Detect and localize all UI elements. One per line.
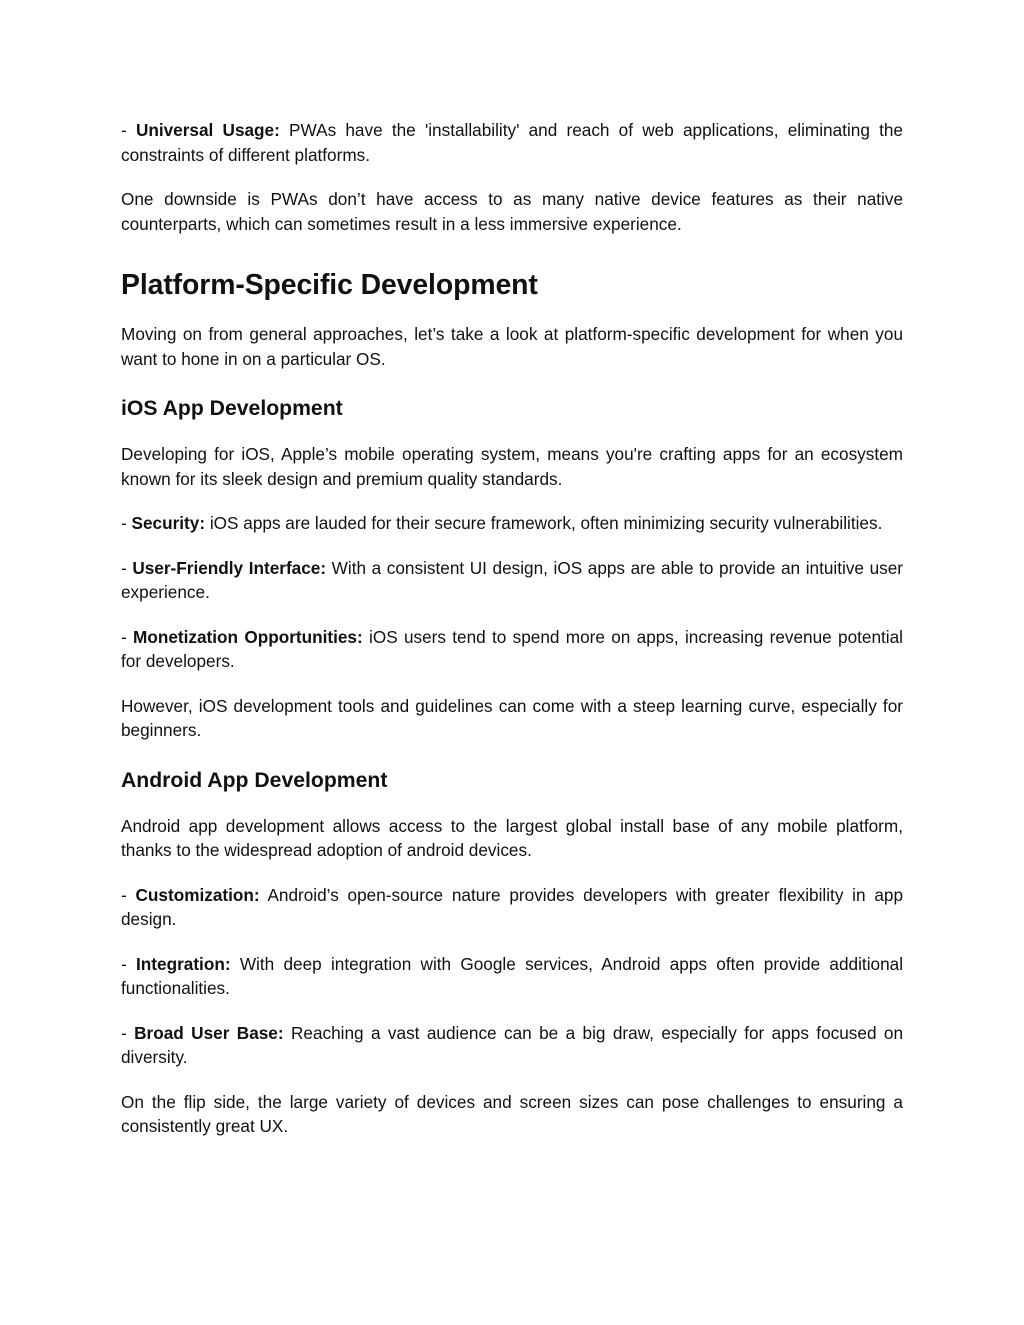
android-user-base-text: Reaching a vast audience can be a big draw, especially for apps focused on diversity. <box>121 1022 904 1067</box>
bullet-dash: - <box>121 513 132 533</box>
ios-intro: Developing for iOS, Apple’s mobile operating system, means you're crafting apps for an ecosystem known for its sleek design and premium quality standards. <box>121 444 903 489</box>
bullet-dash: - <box>121 953 137 974</box>
pwa-downside-paragraph: One downside is PWAs don’t have access to as many native device features as their native counterparts, which can sometimes result in a less immersive experience. <box>121 189 903 234</box>
android-integration-point <box>121 952 903 1001</box>
android-customization-point <box>121 883 903 932</box>
android-customization-text: Android’s open-source nature provides developers with greater flexibility in app design. <box>121 884 903 929</box>
bullet-dash: - <box>121 1022 135 1043</box>
android-user-base-label: Broad User Base: <box>134 1022 284 1043</box>
universal-usage-paragraph <box>121 118 903 167</box>
ios-interface-point <box>121 556 903 605</box>
ios-heading: iOS App Development <box>121 397 343 420</box>
document-page <box>121 118 903 1139</box>
platform-specific-intro: Moving on from general approaches, let’s take a look at platform-specific development for when you want to hone in on a particular OS. <box>121 324 903 369</box>
android-user-base-point <box>121 1021 903 1070</box>
bullet-dash: - <box>121 884 136 905</box>
ios-interface-label: User-Friendly Interface: <box>132 557 327 578</box>
ios-security-point <box>121 511 903 536</box>
universal-usage-text: PWAs have the 'installability' and reach of web applications, eliminating the constraints of different platforms. <box>121 120 903 165</box>
ios-monetization-point <box>121 625 903 674</box>
universal-usage-label: Universal Usage: <box>135 120 280 140</box>
ios-monetization-text: iOS users tend to spend more on apps, increasing revenue potential for developers. <box>121 626 903 671</box>
ios-caveat: However, iOS development tools and guidelines can come with a steep learning curve, especially for beginners. <box>121 695 903 740</box>
ios-monetization-label: Monetization Opportunities: <box>133 626 363 647</box>
android-customization-label: Customization: <box>135 884 260 905</box>
android-intro: Android app development allows access to the largest global install base of any mobile platform, thanks to the widespread adoption of android devices. <box>121 815 903 860</box>
bullet-dash: - <box>121 626 134 647</box>
ios-security-label: Security: <box>131 513 206 533</box>
ios-security-text: iOS apps are lauded for their secure framework, often minimizing security vulnerabilities. <box>205 513 883 533</box>
platform-specific-heading: Platform-Specific Development <box>121 269 538 301</box>
android-heading: Android App Development <box>121 768 388 792</box>
bullet-dash: - <box>121 557 133 578</box>
android-caveat: On the flip side, the large variety of devices and screen sizes can pose challenges to ensuring a consistently great UX. <box>121 1091 903 1136</box>
bullet-dash: - <box>121 120 136 140</box>
android-integration-text: With deep integration with Google services, Android apps often provide additional functionalities. <box>121 953 904 998</box>
ios-interface-text: With a consistent UI design, iOS apps are able to provide an intuitive user experience. <box>121 557 904 602</box>
android-integration-label: Integration: <box>136 953 231 974</box>
